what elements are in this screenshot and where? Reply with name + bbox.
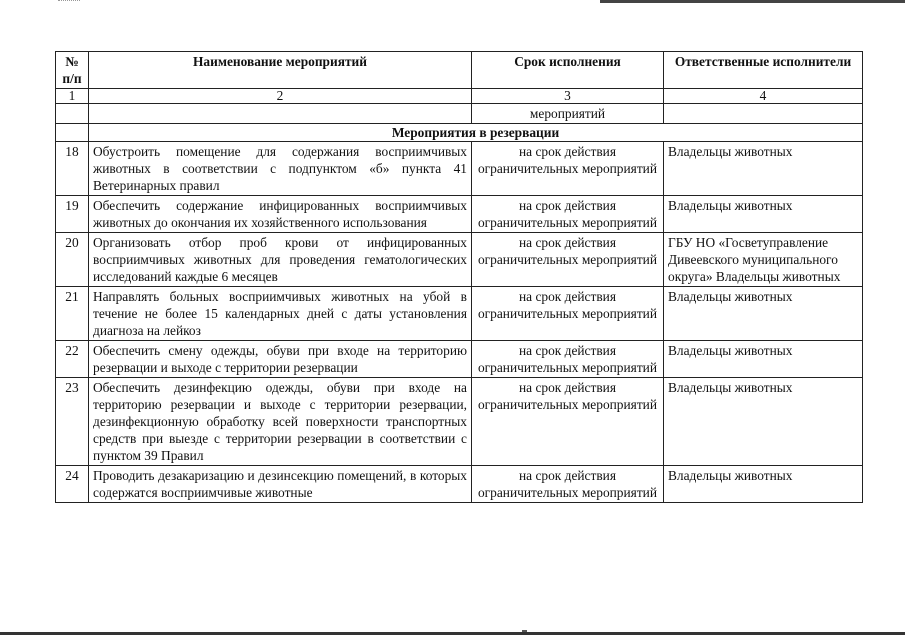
row-term: на срок действия ограничительных мероприятий [472, 378, 664, 466]
row-measure: Обеспечить дезинфекцию одежды, обуви при входе на территорию резервации и выходе с территории резервации, дезинфекционную обработку всей поверхности транспортных средств при выезде с территории резервации в соответствии с пунктом 39 Правил [89, 378, 472, 466]
row-measure: Обустроить помещение для содержания восприимчивых животных в соответствии с подпунктом «б» пункта 41 Ветеринарных правил [89, 142, 472, 196]
scan-artifact [522, 630, 527, 632]
row-term: на срок действия ограничительных мероприятий [472, 196, 664, 233]
continuation-term: мероприятий [472, 104, 664, 124]
scan-artifact [58, 0, 80, 7]
row-number: 18 [56, 142, 89, 196]
row-responsible: Владельцы животных [664, 378, 863, 466]
table-row [56, 142, 863, 196]
row-measure: Организовать отбор проб крови от инфицированных восприимчивых животных для проведения гематологических исследований каждые 6 месяцев [89, 233, 472, 287]
header-term: Срок исполнения [472, 52, 664, 89]
section-title: Мероприятия в резервации [89, 124, 863, 142]
scan-edge-bottom [0, 632, 905, 635]
row-term: на срок действия ограничительных мероприятий [472, 142, 664, 196]
column-number: 2 [89, 89, 472, 104]
row-term: на срок действия ограничительных мероприятий [472, 466, 664, 503]
table-row [56, 233, 863, 287]
row-measure: Направлять больных восприимчивых животных на убой в течение не более 15 календарных дней с даты установления диагноза на лейкоз [89, 287, 472, 341]
table-row [56, 196, 863, 233]
table-row [56, 341, 863, 378]
header-resp: Ответственные исполнители [664, 52, 863, 89]
row-number: 21 [56, 287, 89, 341]
column-number-row [56, 89, 863, 104]
continuation-empty [56, 104, 89, 124]
table-row [56, 466, 863, 503]
continuation-empty [89, 104, 472, 124]
row-responsible: Владельцы животных [664, 341, 863, 378]
column-number: 4 [664, 89, 863, 104]
table-row [56, 378, 863, 466]
continuation-empty [664, 104, 863, 124]
row-measure: Обеспечить смену одежды, обуви при входе на территорию резервации и выходе с территории резервации [89, 341, 472, 378]
row-number: 24 [56, 466, 89, 503]
column-number: 1 [56, 89, 89, 104]
row-measure: Проводить дезакаризацию и дезинсекцию помещений, в которых содержатся восприимчивые животные [89, 466, 472, 503]
row-measure: Обеспечить содержание инфицированных восприимчивых животных до окончания их хозяйственного использования [89, 196, 472, 233]
header-row [56, 52, 863, 89]
header-no: № п/п [56, 52, 89, 89]
continuation-row [56, 104, 863, 124]
row-term: на срок действия ограничительных мероприятий [472, 233, 664, 287]
row-responsible: ГБУ НО «Госветуправление Дивеевского муниципального округа» Владельцы животных [664, 233, 863, 287]
row-responsible: Владельцы животных [664, 196, 863, 233]
row-number: 19 [56, 196, 89, 233]
table-row [56, 287, 863, 341]
row-term: на срок действия ограничительных мероприятий [472, 287, 664, 341]
row-responsible: Владельцы животных [664, 466, 863, 503]
row-number: 23 [56, 378, 89, 466]
row-number: 20 [56, 233, 89, 287]
row-number: 22 [56, 341, 89, 378]
row-term: на срок действия ограничительных мероприятий [472, 341, 664, 378]
column-number: 3 [472, 89, 664, 104]
measures-table [55, 51, 863, 503]
row-responsible: Владельцы животных [664, 287, 863, 341]
measures-body [56, 142, 863, 503]
header-name: Наименование мероприятий [89, 52, 472, 89]
section-empty [56, 124, 89, 142]
row-responsible: Владельцы животных [664, 142, 863, 196]
scan-edge-top [600, 0, 905, 3]
section-row [56, 124, 863, 142]
